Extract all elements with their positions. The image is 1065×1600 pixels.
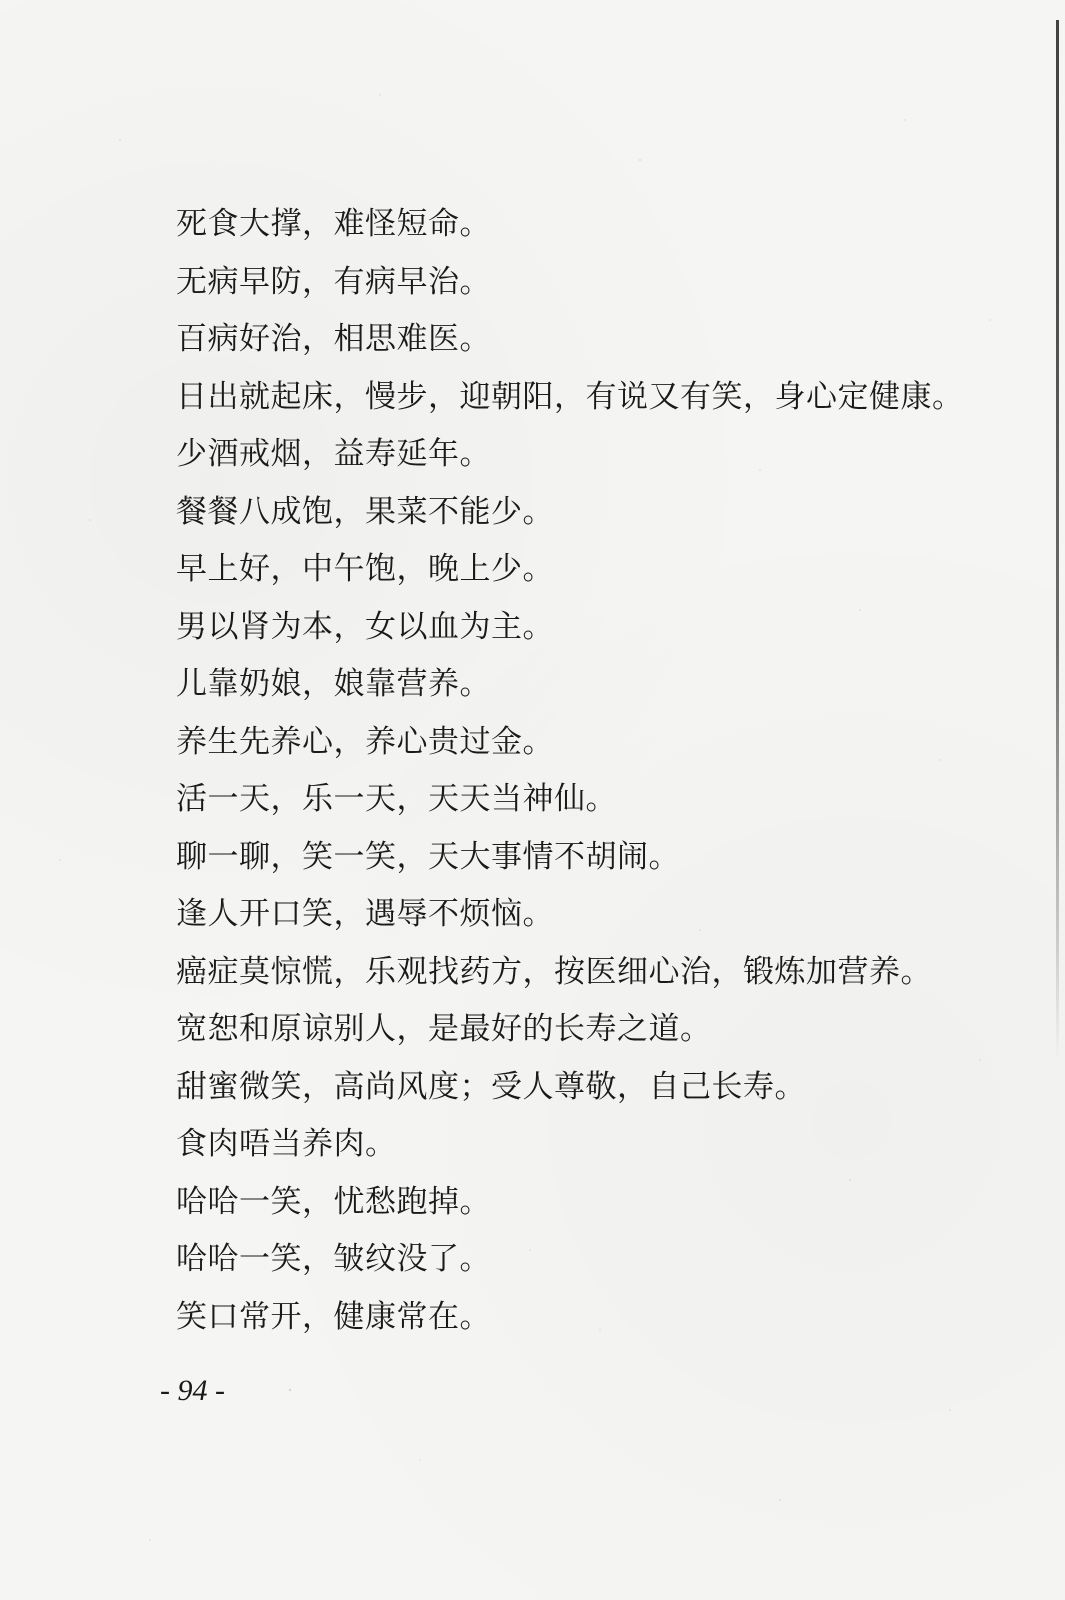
- proverb-line: 儿靠奶娘，娘靠营养。: [176, 666, 491, 702]
- proverb-line: 早上好，中午饱，晚上少。: [176, 551, 554, 587]
- proverb-line: 无病早防，有病早治。: [176, 263, 491, 300]
- proverb-line: 活一天，乐一天，天天当神仙。: [176, 781, 617, 817]
- proverb-list: [176, 196, 964, 1346]
- proverb-line: 哈哈一笑，皱纹没了。: [176, 1241, 491, 1277]
- proverb-line: 养生先养心，养心贵过金。: [176, 723, 554, 760]
- proverb-line: 宽恕和原谅别人，是最好的长寿之道。: [176, 1011, 712, 1047]
- page-binding-edge: [1056, 20, 1059, 1060]
- proverb-line: 笑口常开，健康常在。: [176, 1298, 491, 1335]
- proverb-line: 食肉唔当养肉。: [176, 1126, 397, 1162]
- proverb-line: 死食大撑，难怪短命。: [176, 206, 491, 242]
- proverb-line: 甜蜜微笑，高尚风度；受人尊敬，自己长寿。: [176, 1068, 806, 1105]
- proverb-line: 少酒戒烟，益寿延年。: [176, 436, 491, 472]
- proverb-line: 哈哈一笑，忧愁跑掉。: [176, 1183, 491, 1220]
- proverb-line: 餐餐八成饱，果菜不能少。: [176, 493, 554, 530]
- proverb-line: 百病好治，相思难医。: [176, 321, 491, 357]
- proverb-line: 男以肾为本，女以血为主。: [176, 608, 554, 645]
- proverb-line: 癌症莫惊慌，乐观找药方，按医细心治，锻炼加营养。: [176, 953, 932, 990]
- proverb-line: 日出就起床，慢步，迎朝阳，有说又有笑，身心定健康。: [176, 378, 964, 415]
- page-number: - 94 -: [160, 1374, 225, 1407]
- proverb-line: 聊一聊，笑一笑，天大事情不胡闹。: [176, 838, 680, 875]
- proverb-line: 逢人开口笑，遇辱不烦恼。: [176, 896, 554, 932]
